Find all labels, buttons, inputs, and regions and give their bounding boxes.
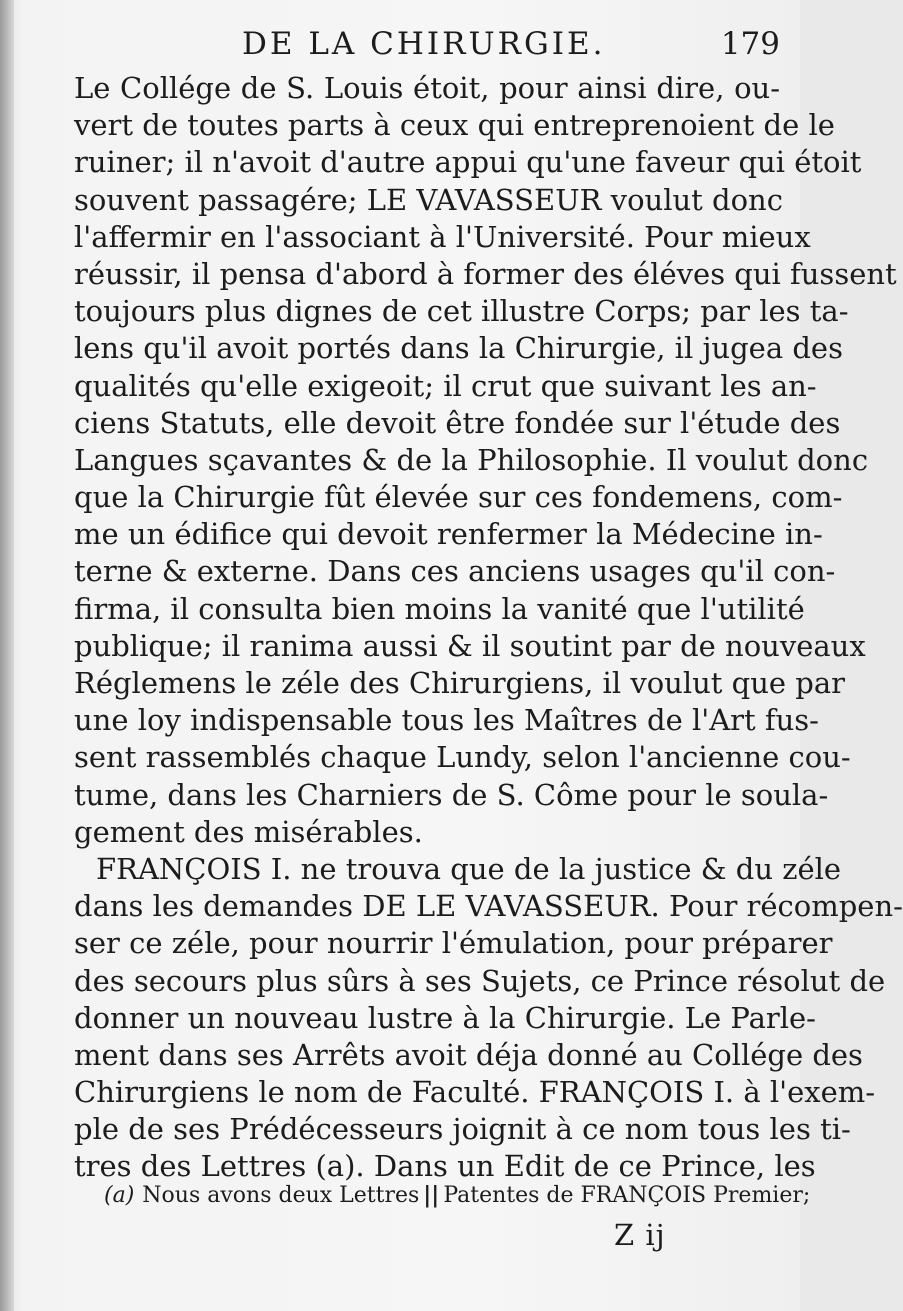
footnote-text-after: Patentes de FRANÇOIS Premier;	[443, 1183, 811, 1208]
text-line: Le Collége de S. Louis étoit, pour ainsi dire, ou-	[74, 71, 780, 105]
running-head: DE LA CHIRURGIE.	[242, 26, 606, 62]
text-line: ser ce zéle, pour nourrir l'émulation, pour préparer	[74, 926, 833, 961]
signature-mark: Z ij	[614, 1218, 666, 1252]
text-line: tume, dans les Charniers de S. Côme pour le soula-	[74, 777, 829, 812]
text-line: terne & externe. Dans ces anciens usages qu'il con-	[74, 554, 836, 589]
text-line: sent rassemblés chaque Lundy, selon l'ancienne cou-	[74, 740, 851, 775]
text-line: firma, il consulta bien moins la vanité que l'utilité	[74, 591, 805, 626]
text-line: qualités qu'elle exigeoit; il crut que suivant les an-	[74, 368, 817, 403]
text-line: Chirurgiens le nom de Faculté. FRANÇOIS I. à l'exem-	[74, 1075, 876, 1110]
text-line: souvent passagére; LE VAVASSEUR voulut donc	[74, 182, 783, 217]
text-line: toujours plus dignes de cet illustre Corps; par les ta-	[74, 294, 849, 329]
text-line: vert de toutes parts à ceux qui entreprenoient de le	[74, 108, 835, 143]
footnote	[104, 1180, 811, 1211]
text-line: me un édifice qui devoit renfermer la Médecine in-	[74, 517, 823, 552]
text-line: donner un nouveau lustre à la Chirurgie. Le Parle-	[74, 1000, 816, 1035]
page-number: 179	[720, 26, 780, 62]
footnote-separator: ||	[423, 1182, 440, 1208]
text-line: dans les demandes DE LE VAVASSEUR. Pour récompen-	[74, 889, 903, 924]
text-line: FRANÇOIS I. ne trouva que de la justice & du zéle	[96, 851, 842, 886]
footnote-marker: (a)	[104, 1183, 135, 1208]
text-line: réussir, il pensa d'abord à former des éléves qui fussent	[74, 256, 897, 291]
page-header	[70, 26, 780, 70]
text-line: Réglemens le zéle des Chirurgiens, il voulut que par	[74, 666, 846, 700]
text-line: que la Chirurgie fût élevée sur ces fondemens, com-	[74, 480, 843, 515]
footnote-text-before: Nous avons deux Lettres	[142, 1183, 420, 1208]
text-line: des secours plus sûrs à ses Sujets, ce Prince résolut de	[74, 963, 886, 998]
page-gutter-shadow	[0, 0, 14, 1311]
text-line: publique; il ranima aussi & il soutint par de nouveaux	[74, 628, 866, 663]
text-line: ment dans ses Arrêts avoit déja donné au Collége des	[74, 1037, 863, 1072]
text-line: ruiner; il n'avoit d'autre appui qu'une faveur qui étoit	[74, 145, 862, 180]
text-line: Langues sçavantes & de la Philosophie. Il voulut donc	[74, 442, 869, 477]
body-text	[74, 70, 903, 1186]
text-line: gement des misérables.	[74, 814, 423, 849]
text-line: tres des Lettres (a). Dans un Edit de ce Prince, les	[74, 1149, 816, 1184]
text-line: une loy indispensable tous les Maîtres de l'Art fus-	[74, 703, 819, 738]
text-line: lens qu'il avoit portés dans la Chirurgie, il jugea des	[74, 331, 843, 366]
text-line: ple de ses Prédécesseurs joignit à ce nom tous les ti-	[74, 1112, 851, 1147]
text-line: ciens Statuts, elle devoit être fondée sur l'étude des	[74, 405, 841, 440]
text-line: l'affermir en l'associant à l'Université. Pour mieux	[74, 219, 811, 254]
